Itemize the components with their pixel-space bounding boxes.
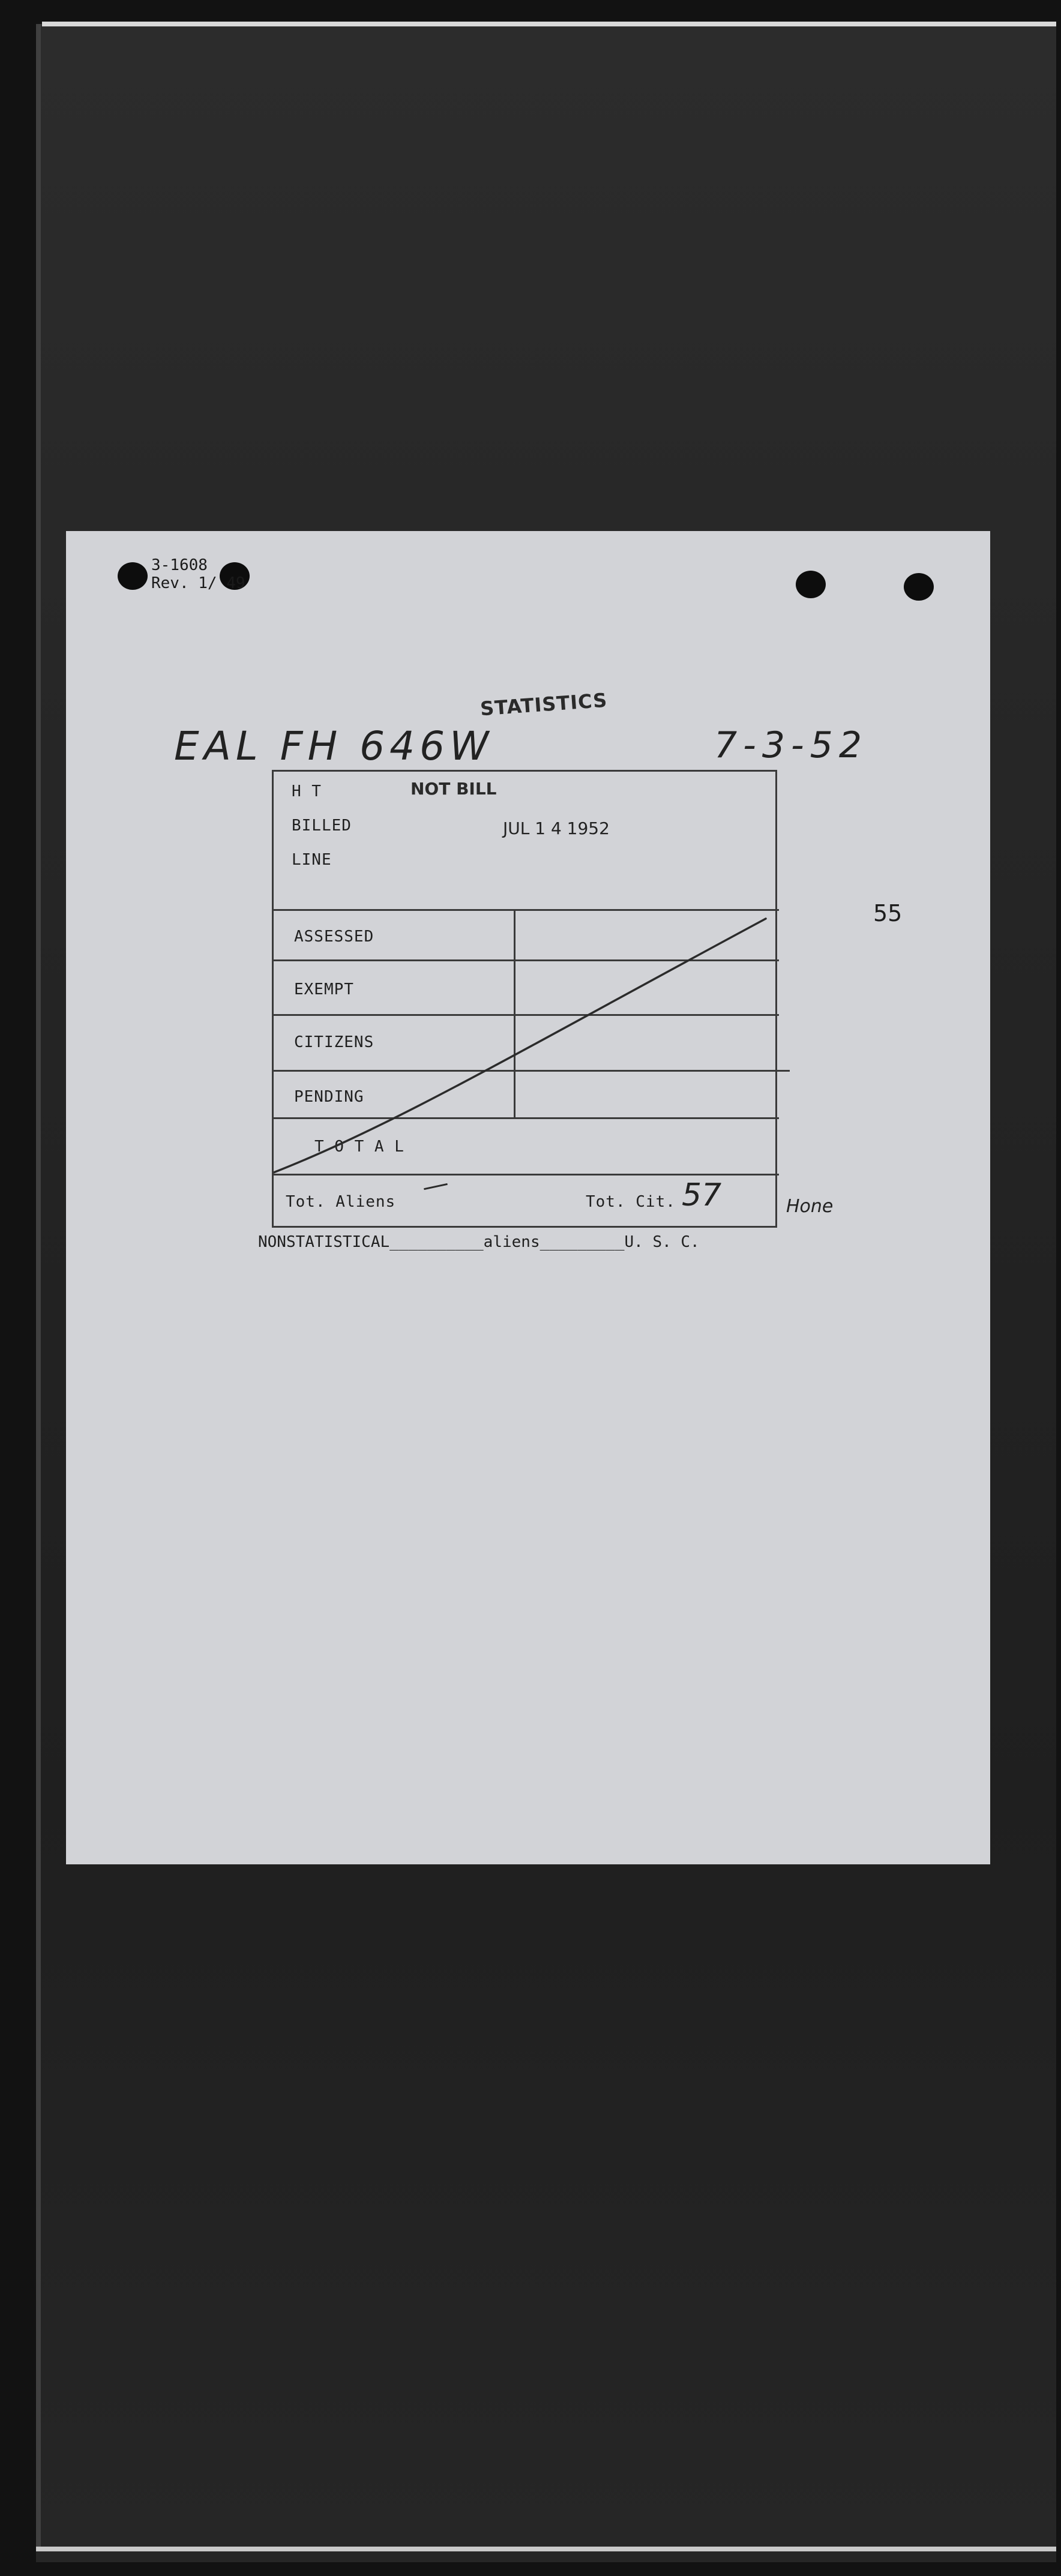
film-bottom-border <box>36 2547 1056 2551</box>
tot-cit-value: 57 <box>682 1177 722 1213</box>
punch-hole-1 <box>118 562 148 590</box>
pending-label: PENDING <box>294 1088 364 1106</box>
exempt-label: EXEMPT <box>294 980 354 998</box>
page-number: 55 <box>873 900 903 926</box>
statistics-stamp: STATISTICS <box>479 688 609 721</box>
cancellation-stroke <box>274 919 766 1172</box>
document-page <box>66 531 990 1864</box>
tot-aliens-label: Tot. Aliens <box>286 1193 396 1211</box>
cancellation-line <box>274 772 779 1229</box>
flight-handwritten: EAL FH 646W <box>174 723 494 769</box>
total-label: T O T A L <box>314 1138 404 1156</box>
billed-label: BILLED <box>292 817 352 835</box>
form-revision: Rev. 1/ 49 <box>151 574 245 592</box>
punch-hole-3 <box>796 571 826 598</box>
not-bill-stamp: NOT BILL <box>410 779 497 799</box>
nonstatistical-line: NONSTATISTICAL__________aliens_________U. S. C. <box>258 1233 700 1251</box>
tot-cit-label: Tot. Cit. <box>586 1193 676 1211</box>
ht-label: H T <box>292 782 322 800</box>
initials-handwritten: Hone <box>786 1196 834 1217</box>
film-top-border <box>42 22 1056 26</box>
date-handwritten: 7-3-52 <box>714 724 868 766</box>
line-label: LINE <box>292 851 332 869</box>
assessed-label: ASSESSED <box>294 928 374 946</box>
form-code-block <box>151 556 245 592</box>
citizens-label: CITIZENS <box>294 1033 374 1051</box>
punch-hole-4 <box>904 573 934 601</box>
form-number: 3-1608 <box>151 556 208 574</box>
date-stamp: JUL 1 4 1952 <box>503 818 610 838</box>
film-edge <box>36 24 41 2551</box>
statistics-form-box <box>272 770 777 1228</box>
